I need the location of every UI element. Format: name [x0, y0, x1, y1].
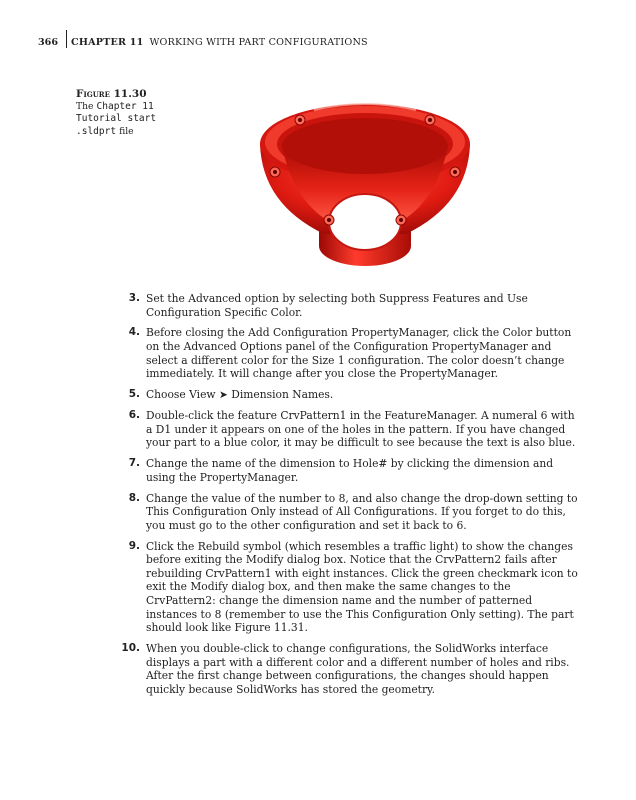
step-item [118, 457, 578, 484]
caption-suffix: file [119, 125, 134, 137]
step-text: Before closing the Add Configuration PropertyManager, click the Color button on the Advanced Options panel of the Configuration PropertyManager and select a different color for the Size 1 configuration. The color doesn’t change immediately. It will change after you close the PropertyManager. [146, 326, 572, 381]
step-number: 8. [128, 491, 140, 504]
chapter-title: WORKING WITH PART CONFIGURATIONS [149, 36, 368, 48]
caption-filename: Chapter 11 Tutorial start .sldprt [76, 100, 157, 137]
step-item [118, 492, 578, 533]
figure-caption [76, 88, 186, 138]
step-number: 9. [128, 539, 140, 552]
step-text: Change the name of the dimension to Hole# by clicking the dimension and using the PropertyManager. [146, 457, 554, 484]
step-text: Set the Advanced option by selecting both Suppress Features and Use Configuration Specific Color. [146, 292, 528, 319]
step-item [118, 642, 578, 696]
step-text: Double-click the feature CrvPattern1 in the FeatureManager. A numeral 6 with a D1 under it appears on one of the holes in the pattern. If you have changed your part to a blue color, it may be difficult to see because the text is also blue. [146, 409, 576, 450]
step-number: 7. [128, 457, 140, 470]
step-number: 5. [128, 388, 140, 401]
header-divider [66, 30, 67, 48]
part-figure [254, 94, 476, 270]
step-item [118, 292, 578, 319]
step-text: Change the value of the number to 8, and also change the drop-down setting to This Configuration Only instead of All Configurations. If you forget to do this, you must go to the other configuration and set it back to 6. [146, 491, 578, 532]
running-header [38, 36, 368, 48]
step-text: Choose View ➤ Dimension Names. [146, 388, 334, 402]
step-list [118, 292, 578, 704]
step-item [118, 409, 578, 450]
step-number: 6. [128, 409, 140, 422]
page-number: 366 [38, 36, 59, 48]
step-item [118, 388, 578, 402]
step-item [118, 540, 578, 635]
step-number: 10. [121, 642, 140, 655]
chapter-label: CHAPTER 11 [71, 36, 144, 48]
step-number: 3. [128, 292, 140, 304]
step-item [118, 326, 578, 380]
step-text: When you double-click to change configurations, the SolidWorks interface displays a part with a different color and a different number of holes and ribs. After the first change between configurations, the changes should happen quickly because SolidWorks has stored the geometry. [146, 642, 570, 696]
flanged-nozzle-part-image [254, 94, 476, 270]
caption-prefix: The [76, 100, 94, 112]
figure-label: Figure 11.30 [76, 88, 147, 100]
step-number: 4. [128, 326, 140, 339]
step-text: Click the Rebuild symbol (which resembles a traffic light) to show the changes before exiting the Modify dialog box. Notice that the CrvPattern2 fails after rebuilding CrvPattern1 with eight instances. Click the green checkmark icon to exit the Modify dialog box, and then make the same changes to the CrvPattern2: change the dimension name and the number of patterned instances to 8 (remember to use the This Configuration Only setting). The part should look like Figure 11.31. [146, 539, 578, 635]
